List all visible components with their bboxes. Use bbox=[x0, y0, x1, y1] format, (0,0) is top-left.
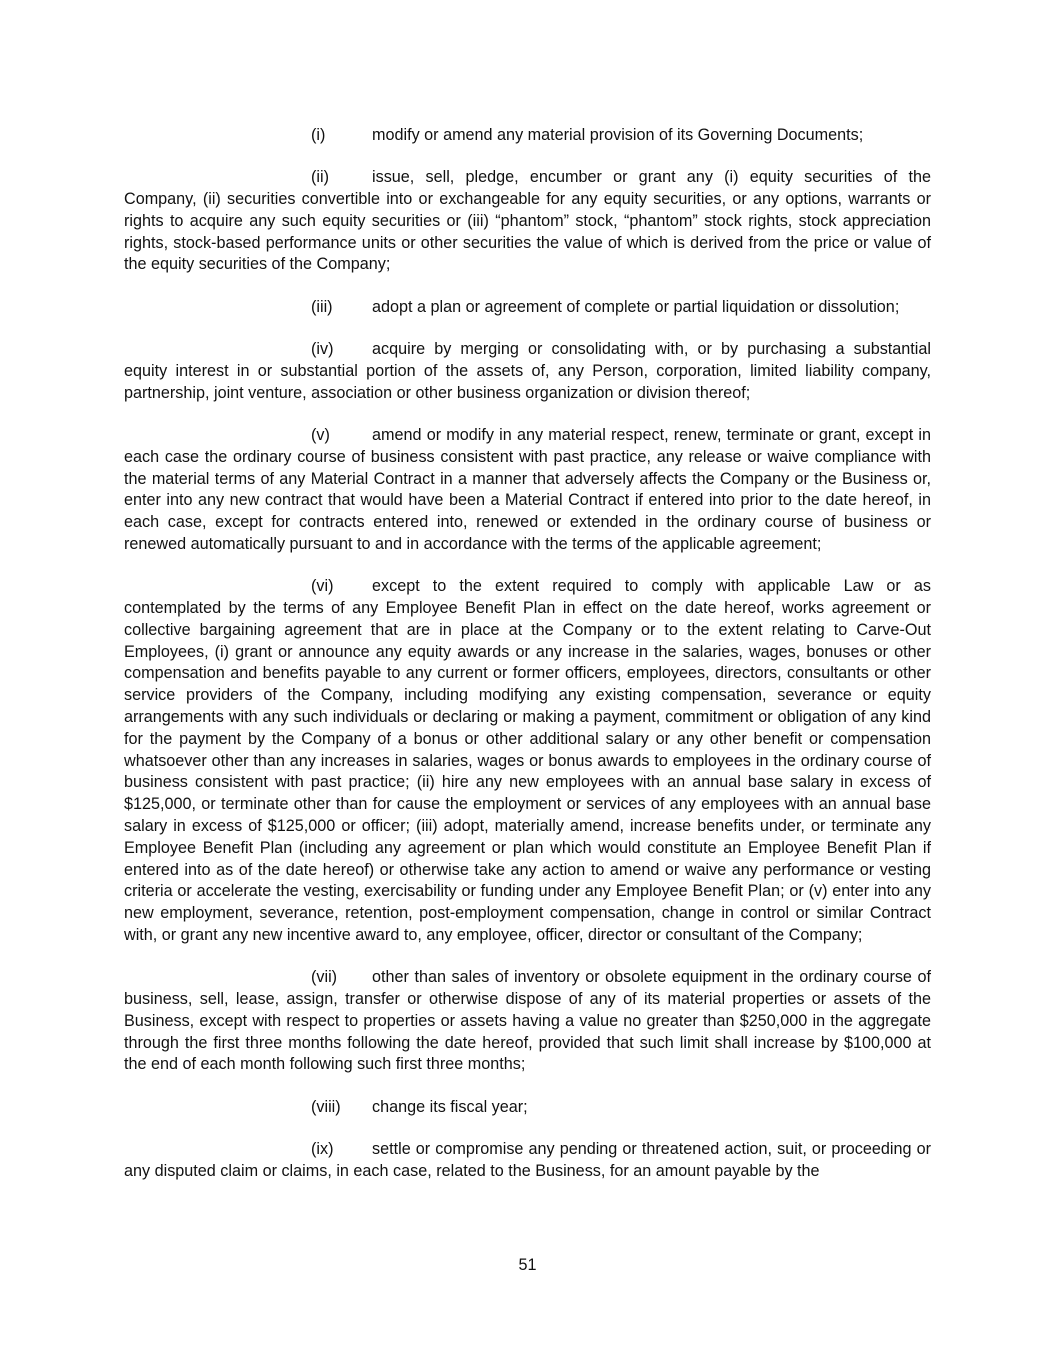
clause-i bbox=[124, 125, 931, 147]
clause-number: (v) bbox=[311, 425, 330, 444]
clause-text: amend or modify in any material respect, renew, terminate or grant, except in each case the ordinary course of business consistent with past practice, any release or waive compliance with the material terms of any Material Contract in a manner that adversely affects the Company or the Business or, enter into any new contract that would have been a Material Contract if entered into prior to the date hereof, in each case, except for contracts entered into, renewed or extended in the ordinary course of business or renewed automatically pursuant to and in accordance with the terms of the applicable agreement; bbox=[124, 425, 931, 553]
clause-text: settle or compromise any pending or threatened action, suit, or proceeding or any disputed claim or claims, in each case, related to the Business, for an amount payable by the bbox=[124, 1140, 931, 1180]
clause-text: change its fiscal year; bbox=[372, 1097, 528, 1116]
clause-number: (iii) bbox=[311, 297, 333, 316]
clause-number: (ix) bbox=[311, 1140, 334, 1159]
clause-number: (vi) bbox=[311, 577, 334, 596]
clause-number: (ii) bbox=[311, 168, 329, 187]
clause-iii bbox=[124, 297, 931, 319]
clause-text: adopt a plan or agreement of complete or partial liquidation or dissolution; bbox=[372, 297, 900, 316]
clause-number: (viii) bbox=[311, 1097, 341, 1116]
clause-v bbox=[124, 425, 931, 556]
clause-text: acquire by merging or consolidating with, or by purchasing a substantial equity interest in or substantial portion of the assets of, any Person, corporation, limited liability company, partnership, joint venture, association or other business organization or division thereof; bbox=[124, 340, 931, 402]
clause-number: (iv) bbox=[311, 340, 334, 359]
clause-vi bbox=[124, 576, 931, 947]
page-number: 51 bbox=[518, 1256, 537, 1274]
clause-ix bbox=[124, 1139, 931, 1183]
document-body bbox=[124, 125, 931, 1203]
clause-text: issue, sell, pledge, encumber or grant any (i) equity securities of the Company, (ii) securities convertible into or exchangeable for any equity securities, or any options, warrants or rights to acquire any such equity securities or (iii) “phantom” stock, “phantom” stock rights, stock appreciation rights, stock-based performance units or other securities the value of which is derived from the price or value of the equity securities of the Company; bbox=[124, 168, 931, 274]
clause-vii bbox=[124, 967, 931, 1076]
clause-text: modify or amend any material provision of its Governing Documents; bbox=[372, 126, 864, 144]
clause-text: except to the extent required to comply with applicable Law or as contemplated by the terms of any Employee Benefit Plan in effect on the date hereof, works agreement or collective bargaining agreement that are in place at the Company or to the extent relating to Carve-Out Employees, (i) grant or announce any equity awards or any increase in the salaries, wages, bonuses or other compensation and benefits payable to any current or former officers, employees, directors, consultants or other service providers of the Company, including modifying any existing compensation, severance or equity arrangements with any such individuals or declaring or making a payment, commitment or obligation of any kind for the payment by the Company of a bonus or other additional salary or any other benefit or compensation whatsoever other than any increases in salaries, wages or bonus awards to employees in the ordinary course of business consistent with past practice; (ii) hire any new employees with an annual base salary in excess of $125,000, or terminate other than for cause the employment or services of any employees with an annual base salary in excess of $125,000 or officer; (iii) adopt, materially amend, increase benefits under, or terminate any Employee Benefit Plan (including any agreement or plan which would constitute an Employee Benefit Plan if entered into as of the date hereof) or otherwise take any action to amend or waive any performance or vesting criteria or accelerate the vesting, exercisability or funding under any Employee Benefit Plan; or (v) enter into any new employment, severance, retention, post-employment compensation, change in control or similar Contract with, or grant any new incentive award to, any employee, officer, director or consultant of the Company; bbox=[124, 577, 931, 944]
clause-viii bbox=[124, 1097, 931, 1119]
clause-iv bbox=[124, 339, 931, 404]
clause-number: (vii) bbox=[311, 968, 338, 987]
clause-text: other than sales of inventory or obsolete equipment in the ordinary course of business, sell, lease, assign, transfer or otherwise dispose of any of its material properties or assets of the Business, except with respect to properties or assets having a value no greater than $250,000 in the aggregate through the first three months following the date hereof, provided that such limit shall increase by $100,000 at the end of each month following such first three months; bbox=[124, 968, 931, 1074]
clause-number: (i) bbox=[311, 126, 326, 144]
clause-ii bbox=[124, 167, 931, 276]
